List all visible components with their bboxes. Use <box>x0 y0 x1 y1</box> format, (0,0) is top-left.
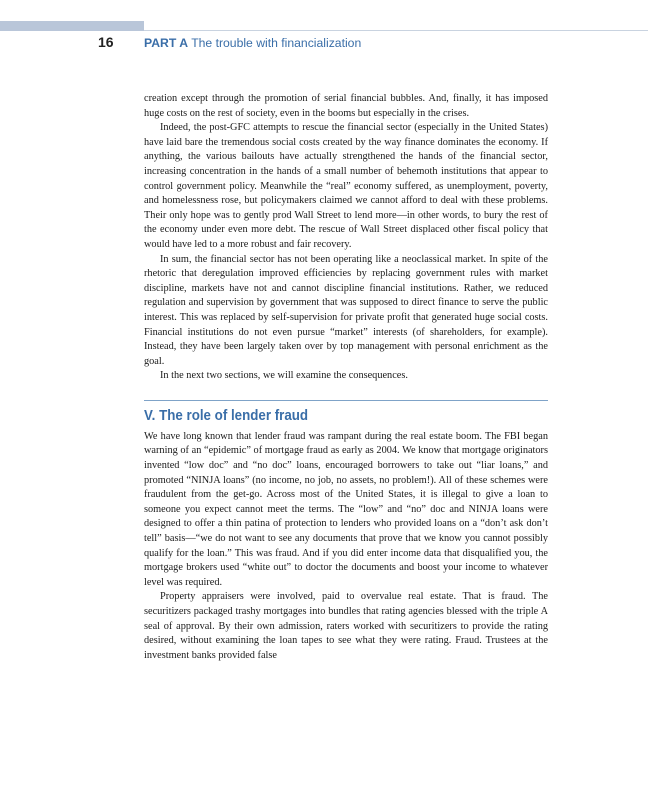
section-paragraph: Property appraisers were involved, paid to overvalue real estate. That is fraud. The securitizers packaged trashy mortgages into bundles that rating agencies blessed with the triple A seal of approval. By their own admission, raters worked with securitizers to provide the rating desired, without examining the loan tapes to see what they were rating. Fraud. Trustees at the investment banks provided false <box>144 591 548 661</box>
body-paragraph: creation except through the promotion of serial financial bubbles. And, finally, it has imposed huge costs on the rest of society, even in the booms but especially in the crises. <box>144 93 548 119</box>
body-paragraph: Indeed, the post-GFC attempts to rescue the financial sector (especially in the United States) have laid bare the tremendous social costs created by the way finance dominates the economy. If anything, the various bailouts have actually strengthened the hands of the financial sector, increasing concentration in the hands of a small number of behemoth institutions that appear to control government policy. Meanwhile the “real” economy suffered, as unemployment, poverty, and homelessness rose, but policymakers claimed we cannot afford to deal with these problems. Their only hope was to gently prod Wall Street to lend more—in other words, to bury the rest of the economy under even more debt. The rescue of Wall Street displaced other fiscal policy that would have led to a more robust and fair recovery. <box>144 122 548 250</box>
part-title: The trouble with financialization <box>191 36 362 50</box>
page-body <box>144 92 548 663</box>
header-rule <box>144 30 648 31</box>
section-divider <box>144 400 548 401</box>
body-paragraph: In sum, the financial sector has not been operating like a neoclassical market. In spite of the rhetoric that deregulation improved efficiencies by replacing government rules with market discipline, markets have not and cannot discipline financial institutions. Rather, we reduced regulation and supervision by government that was supposed to direct finance to serve the public interest. This was replaced by self-supervision for private profit that generated huge social costs. Financial institutions do not even pursue “market” interests (of shareholders, for example). Instead, they have been largely taken over by top management with personal enrichment as the goal. <box>144 253 548 367</box>
running-head <box>144 36 361 50</box>
part-label: PART A <box>144 36 189 50</box>
section-paragraph: We have long known that lender fraud was rampant during the real estate boom. The FBI began warning of an “epidemic” of mortgage fraud as early as 2004. We know that mortgage originators invented “low doc” and “no doc” loans, encouraged borrowers to take out “liar loans,” and promoted “NINJA loans” (no income, no job, no assets, no problem!). All of these schemes were fraudulent from the get-go. Across most of the United States, it is illegal to give a loan to someone you expect cannot meet the terms. The “low” and “no” doc and NINJA loans were designed to offer a thin patina of protection to lenders who provided loans on a “don’t ask don’t tell” basis—“we do not want to see any documents that prove that we know you cannot possibly qualify for the loan.” This was fraud. And if you did enter income data that disqualified you, the mortgage brokers used “white out” to doctor the documents and boost your income to whatever level was required. <box>144 430 548 588</box>
header-accent-bar <box>0 21 144 31</box>
page-number: 16 <box>98 34 114 50</box>
section-heading: V. The role of lender fraud <box>144 407 309 424</box>
body-paragraph: In the next two sections, we will examine the consequences. <box>160 370 408 382</box>
